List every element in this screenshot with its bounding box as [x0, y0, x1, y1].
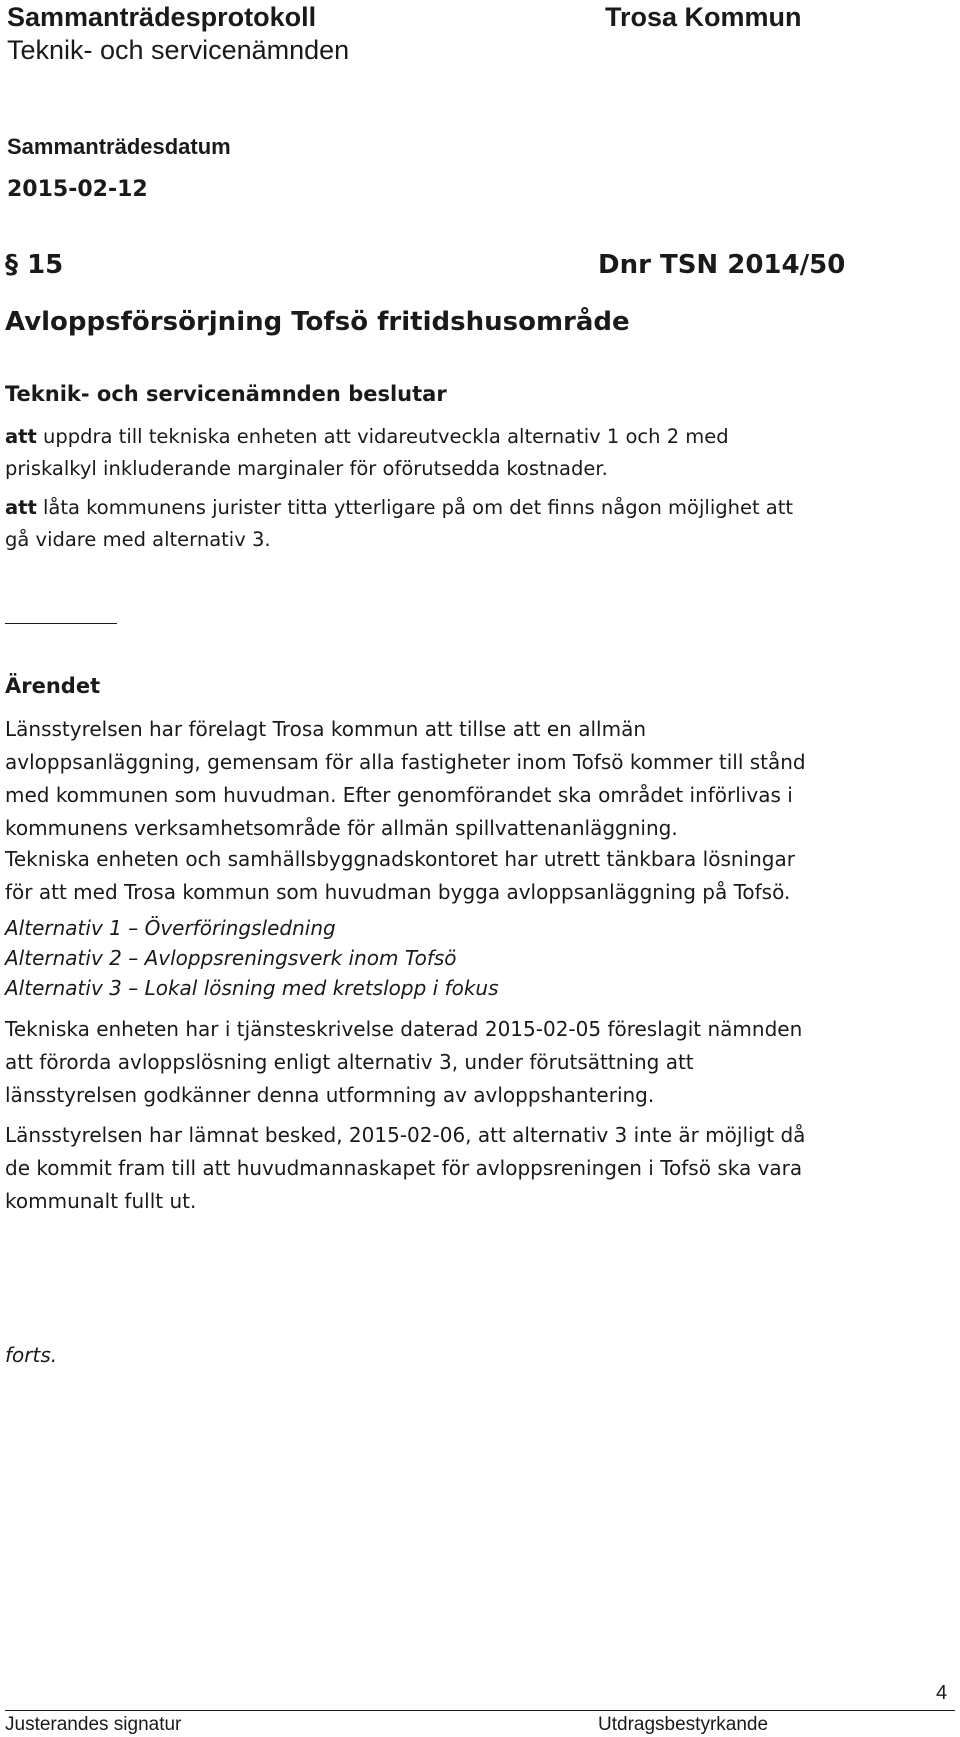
meeting-date: 2015-02-12: [7, 177, 148, 202]
continued-note: forts.: [5, 1343, 58, 1367]
diary-number: Dnr TSN 2014/50: [598, 250, 846, 280]
document-type: Sammanträdesprotokoll: [7, 2, 317, 32]
text-line: Tekniska enheten har i tjänsteskrivelse daterad 2015-02-05 föreslagit nämnden: [5, 1017, 803, 1041]
paragraph-2: [5, 843, 795, 909]
alternative-item: Alternativ 1 – Överföringsledning: [5, 916, 336, 940]
decision-item: [5, 421, 729, 485]
att-prefix: att: [5, 425, 37, 448]
extract-label: Utdragsbestyrkande: [598, 1714, 769, 1735]
paragraph-4: [5, 1119, 805, 1218]
decision-text: låta kommunens jurister titta ytterligare på om det finns någon möjlighet att: [43, 496, 794, 519]
paragraph-3: [5, 1013, 802, 1112]
section-number: [5, 250, 63, 280]
text-line: Länsstyrelsen har lämnat besked, 2015-02-06, att alternativ 3 inte är möjligt då: [5, 1123, 806, 1147]
text-line: kommunalt fullt ut.: [5, 1189, 197, 1213]
alternative-item: Alternativ 3 – Lokal lösning med kretslopp i fokus: [5, 976, 499, 1000]
committee-name: Teknik- och servicenämnden: [7, 35, 350, 65]
text-line: att förorda avloppslösning enligt alternativ 3, under förutsättning att: [5, 1050, 694, 1074]
separator-line: [5, 623, 117, 624]
text-line: länsstyrelsen godkänner denna utformning av avloppshantering.: [5, 1083, 655, 1107]
paragraph-sign: §: [5, 250, 18, 280]
decision-line: priskalkyl inkluderande marginaler för oförutsedda kostnader.: [5, 457, 608, 480]
text-line: avloppsanläggning, gemensam för alla fastigheter inom Tofsö kommer till stånd: [5, 750, 806, 774]
decision-line: gå vidare med alternativ 3.: [5, 528, 271, 551]
paragraph-1: [5, 713, 806, 845]
text-line: de kommit fram till att huvudmannaskapet för avloppsreningen i Tofsö ska vara: [5, 1156, 803, 1180]
signature-label: Justerandes signatur: [5, 1714, 182, 1735]
alternatives-list: [5, 913, 499, 1003]
municipality-name: Trosa Kommun: [605, 2, 802, 32]
decision-line: [5, 421, 729, 453]
att-prefix: att: [5, 496, 37, 519]
decision-text: uppdra till tekniska enheten att vidareutveckla alternativ 1 och 2 med: [43, 425, 729, 448]
paragraph-number: 15: [27, 250, 64, 280]
meeting-date-label: Sammanträdesdatum: [7, 134, 231, 159]
decision-heading: Teknik- och servicenämnden beslutar: [5, 382, 447, 406]
text-line: Tekniska enheten och samhällsbyggnadskontoret har utrett tänkbara lösningar: [5, 847, 795, 871]
text-line: för att med Trosa kommun som huvudman bygga avloppsanläggning på Tofsö.: [5, 880, 791, 904]
section-title: Avloppsförsörjning Tofsö fritidshusområde: [5, 307, 630, 337]
text-line: kommunens verksamhetsområde för allmän spillvattenanläggning.: [5, 816, 678, 840]
page-number: 4: [936, 1682, 948, 1704]
text-line: med kommunen som huvudman. Efter genomförandet ska området införlivas i: [5, 783, 793, 807]
arendet-heading: Ärendet: [5, 674, 101, 698]
alternative-item: Alternativ 2 – Avloppsreningsverk inom Tofsö: [5, 946, 457, 970]
text-line: Länsstyrelsen har förelagt Trosa kommun att tillse att en allmän: [5, 717, 646, 741]
decision-line: [5, 492, 793, 524]
footer-rule: [5, 1710, 955, 1711]
decision-item: [5, 492, 793, 556]
